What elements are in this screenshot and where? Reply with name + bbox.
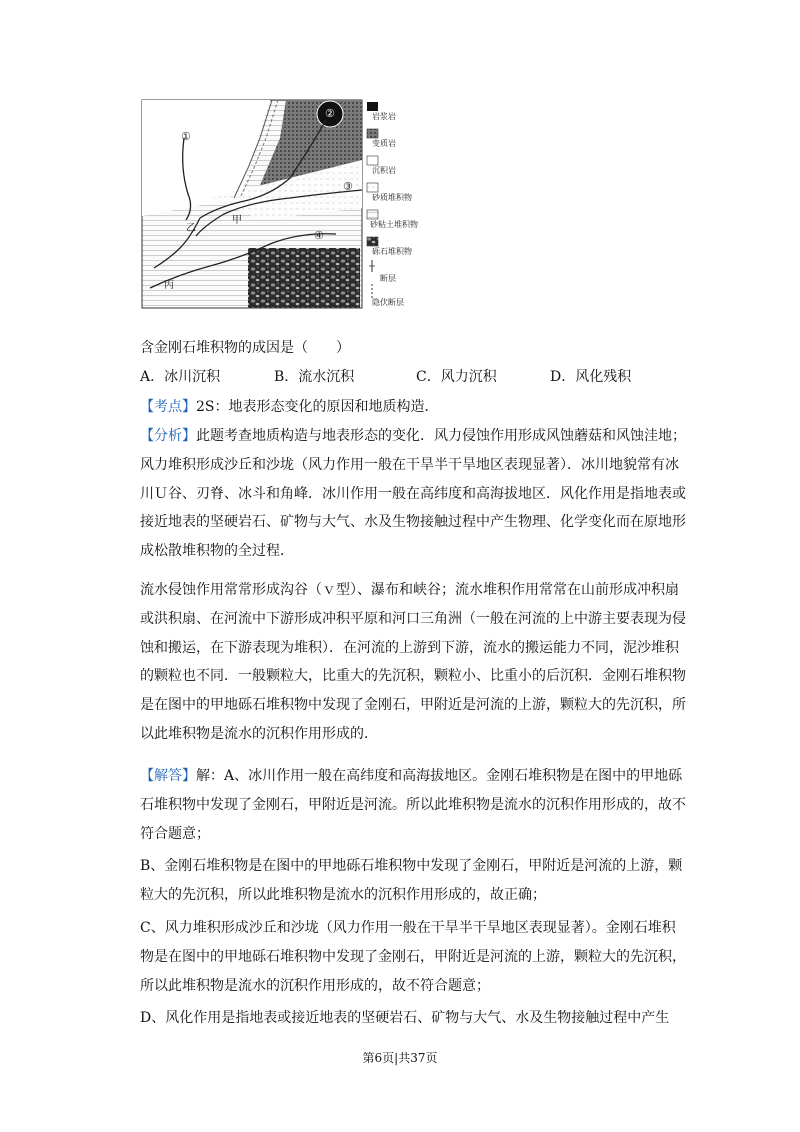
gravel-deposit-area: [248, 248, 360, 308]
question-stem: 含金刚石堆积物的成因是（ ）: [140, 340, 350, 356]
legend-label-gravel: 砾石堆积物: [372, 247, 412, 256]
marker-1: ①: [181, 130, 191, 143]
legend-label-fault: 断层: [380, 274, 396, 283]
jieda-option-a: 解：A、冰川作用一般在高纬度和高海拔地区。金刚石堆积物是在图中的甲地砾石堆积物中发现了金刚石，甲附近是河流。所以此堆积物是流水的沉积作用形成的，故不符合题意；: [140, 768, 686, 842]
option-c: C．风力沉积: [416, 369, 497, 385]
option-b: B．流水沉积: [274, 369, 355, 385]
kaodian-tag: 【考点】: [140, 399, 196, 415]
legend-label-magmatic: 岩浆岩: [372, 112, 396, 121]
legend-swatches: [366, 100, 380, 310]
jieda-tag: 【解答】: [140, 768, 196, 784]
fault-symbol: [369, 260, 375, 272]
fenxi-paragraph-1: 此题考查地质构造与地表形态的变化．风力侵蚀作用形成风蚀蘑菇和风蚀洼地；风力堆积形成沙丘和沙垅（风力作用一般在干旱半干旱地区表现显著）．冰川地貌常有冰川Ｕ谷、刃脊、冰斗和角峰．冰川作用一般在高纬度和高海拔地区．风化作用是指地表或接近地表的坚硬岩石、矿物与大气、水及生物接触过程中产生物理、化学变化而在原地形成松散堆积物的全过程．: [140, 428, 686, 560]
label-yi: 乙: [186, 223, 196, 234]
jieda-option-b: B、金刚石堆积物是在图中的甲地砾石堆积物中发现了金刚石，甲附近是河流的上游，颗粒大的先沉积，所以此堆积物是流水的沉积作用形成的，故正确；: [140, 858, 683, 903]
page-footer: 第6页|共37页: [362, 1051, 438, 1065]
legend-label-sedimentary: 沉积岩: [372, 166, 396, 175]
answer-options: [140, 366, 680, 386]
sandy-deposit-swatch: [367, 183, 378, 192]
magmatic-rock-swatch: [367, 102, 378, 111]
sedimentary-rock-swatch: [367, 156, 378, 165]
jieda-option-c: C、风力堆积形成沙丘和沙垅（风力作用一般在干旱半干旱地区表现显著）。金刚石堆积物是在图中的甲地砾石堆积物中发现了金刚石，甲附近是河流的上游，颗粒大的先沉积，所以此堆积物是流水的沉积作用形成的，故不符合题意；: [140, 920, 686, 994]
legend-label-metamorphic: 变质岩: [372, 139, 396, 148]
jieda-option-d: D、风化作用是指地表或接近地表的坚硬岩石、矿物与大气、水及生物接触过程中产生: [140, 1010, 670, 1026]
jieda-section: [140, 762, 688, 848]
marker-3: ③: [343, 180, 353, 193]
sandy-clay-deposit-swatch: [367, 210, 378, 219]
fenxi-tag: 【分析】: [140, 428, 196, 444]
legend-label-hidden-fault: 隐伏断层: [372, 298, 404, 307]
gravel-deposit-swatch: [367, 237, 378, 246]
legend-label-sandy-clay: 砂粘土堆积物: [370, 220, 418, 229]
marker-4: ④: [314, 229, 324, 242]
label-jia: 甲: [232, 215, 242, 226]
marker-2: ②: [325, 107, 335, 120]
fenxi-section: [140, 422, 688, 566]
option-a: A．冰川沉积: [140, 369, 221, 385]
legend-label-sandy: 砂质堆积物: [372, 193, 412, 202]
fenxi-paragraph-2: 流水侵蚀作用常常形成沟谷（ｖ型）、瀑布和峡谷；流水堆积作用常常在山前形成冲积扇或洪积扇、在河流中下游形成冲积平原和河口三角洲（一般在河流的上中游主要表现为侵蚀和搬运，在下游表现为堆积）．在河流的上游到下游，流水的搬运能力不同，泥沙堆积的颗粒也不同．一般颗粒大，比重大的先沉积，颗粒小、比重小的后沉积．金刚石堆积物是在图中的甲地砾石堆积物中发现了金刚石，甲附近是河流的上游，颗粒大的先沉积，所以此堆积物是流水的沉积作用形成的．: [140, 582, 686, 742]
geology-map-figure: [140, 98, 422, 310]
option-d: D．风化残积: [550, 369, 632, 385]
metamorphic-rock-swatch: [367, 129, 378, 138]
kaodian-text: 2S：地表形态变化的原因和地质构造．: [196, 399, 439, 415]
label-bing: 丙: [164, 280, 174, 291]
kaodian-section: [140, 393, 688, 422]
